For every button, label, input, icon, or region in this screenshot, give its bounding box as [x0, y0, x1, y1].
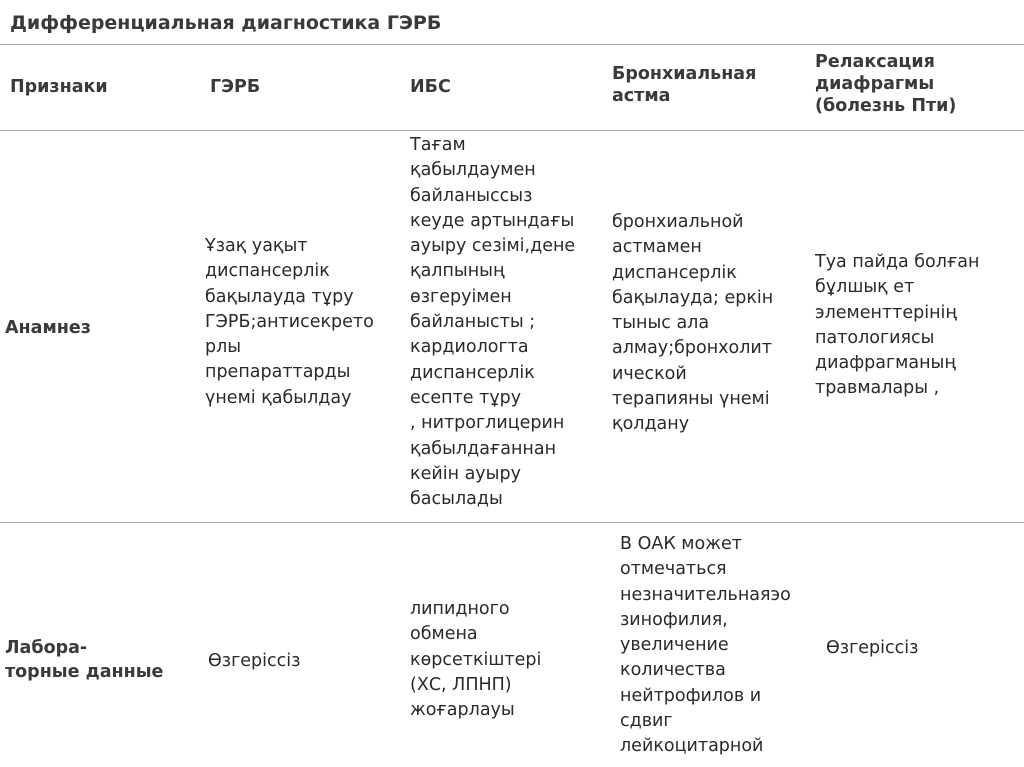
header-gerd: ГЭРБ [210, 77, 261, 97]
row-divider [0, 522, 1024, 523]
cell-anamnesis-ihd: Тағам қабылдаумен байланыссыз кеуде артындағы ауыру сезімі,дене қалпының өзгеруімен байланысты ; кардиологта диспансерлік есепте тұру , нитроглицерин қабылдағаннан кейін ауыру басылады [410, 135, 576, 510]
row-label-lab-data: Лабора- торные данные [5, 638, 164, 682]
header-relaxation: Релаксация диафрагмы (болезнь Пти) [815, 52, 957, 116]
cell-lab-asthma: В ОАК может отмечаться незначительнаяэо зинофилия, увеличение количества нейтрофилов и сдвиг лейкоцитарной [620, 534, 791, 757]
row-label-anamnesis: Анамнез [5, 318, 91, 338]
header-asthma: Бронхиальная астма [612, 64, 757, 106]
cell-lab-relaxation: Өзгеріссіз [826, 638, 919, 658]
title-divider [0, 44, 1024, 45]
header-divider [0, 130, 1024, 131]
header-ihd: ИБС [410, 77, 451, 97]
cell-anamnesis-relaxation: Туа пайда болған бұлшық ет элементтерінің патологиясы диафрагманың травмалары , [815, 252, 980, 399]
cell-lab-ihd: липидного обмена көрсеткіштері (ХС, ЛПНП) жоғарлауы [410, 599, 542, 721]
header-signs: Признаки [10, 77, 108, 97]
cell-anamnesis-gerd: Ұзақ уақыт диспансерлік бақылауда тұру ГЭРБ;антисекрето рлы препараттарды үнемі қабылдау [205, 236, 374, 408]
cell-lab-gerd: Өзгеріссіз [208, 651, 301, 671]
page-title: Дифференциальная диагностика ГЭРБ [10, 12, 442, 34]
cell-anamnesis-asthma: бронхиальной астмамен диспансерлік бақылауда; еркін тыныс ала алмау;бронхолит ической терапияны үнемі қолдану [612, 212, 774, 435]
